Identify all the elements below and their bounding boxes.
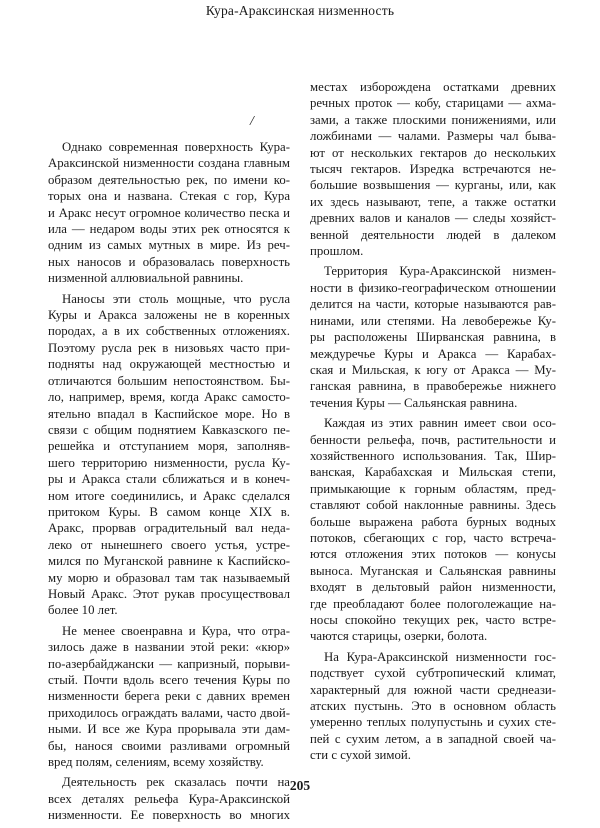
text-line: породах, а в их собственных отложениях.: [48, 324, 290, 339]
text-line: низменности. Ее поверхность во многих: [48, 808, 290, 823]
text-line: потоков, сбегающих с гор, часто встреча-: [310, 530, 556, 545]
text-line: Территория Кура-Араксинской низмен-: [324, 264, 556, 279]
text-line: Деятельность рек сказалась почти на: [62, 775, 290, 790]
text-line: всех деталях рельефа Кура-Араксинской: [48, 791, 290, 806]
text-line: Новый Аракс. Этот рукав просуществовал: [48, 586, 290, 601]
running-header: Кура-Араксинская низменность: [205, 3, 395, 18]
text-line: и Аракс несут огромное количество песка и: [48, 205, 290, 220]
text-line: входят в дельтовый район низменности,: [310, 580, 556, 595]
text-line: подняты над окружающей местностью и: [48, 357, 290, 372]
right-column: [310, 79, 556, 768]
paragraph: [310, 79, 556, 259]
text-line: Наносы эти столь мощные, что русла: [62, 291, 290, 306]
text-line: древних валов и каналов — следы хозяйст-: [310, 211, 556, 226]
text-line: тысяч гектаров. Изредка встречаются не-: [310, 162, 556, 177]
text-line: их здесь называют, тепе, а также остатки: [310, 194, 556, 209]
text-line: примыкающие к горным областям, пред-: [310, 481, 556, 496]
text-line: мился по Муганской равнине к Каспийско-: [48, 554, 290, 569]
text-line: зилось даже в названии этой реки: «кюр»: [48, 640, 290, 655]
text-line: низменности берега реки с давних времен: [48, 689, 290, 704]
text-line: ры и Аракса стали сближаться и в конеч-: [48, 472, 290, 487]
text-line: На Кура-Араксинской низменности гос-: [324, 649, 556, 664]
text-line: хозяйственного использования. Так, Шир-: [310, 448, 556, 463]
paragraph: [310, 263, 556, 411]
paragraph: [48, 139, 290, 287]
text-line: Не менее своенравна и Кура, что отра-: [62, 623, 290, 638]
text-line: более 10 лет.: [48, 603, 118, 618]
text-line: ложбинами — чалами. Размеры чал быва-: [310, 129, 556, 144]
text-line: му морю и образовал там так называемый: [48, 570, 290, 585]
text-line: одним из самых мутных в мире. Из реч-: [48, 238, 290, 253]
text-line: ганская равнина, в правобережье нижнего: [310, 379, 556, 394]
paragraph: [48, 291, 290, 619]
text-line: связи с общим поднятием Кавказского пе-: [48, 422, 290, 437]
text-line: подствует сухой субтропический климат,: [310, 666, 556, 681]
text-line: ставляют собой наклонные равнины. Здесь: [310, 498, 556, 513]
text-line: решейка и отступанием моря, заполняв-: [48, 439, 290, 454]
text-line: чаются старицы, озерки, болота.: [310, 629, 488, 644]
text-line: Араксинской низменности создана главным: [48, 156, 290, 171]
text-line: шего территорию низменности, русла Ку-: [48, 455, 290, 470]
stray-mark: /: [250, 114, 254, 129]
text-line: ются отложения этих потоков — конусы: [310, 547, 556, 562]
text-line: леко от нынешнего своего устья, устре-: [48, 537, 290, 552]
text-line: большие возвышения — курганы, или, как: [310, 178, 556, 193]
page-number: 205: [289, 778, 311, 793]
text-line: Аракс, прорвав оградительный вал неда-: [48, 521, 290, 536]
text-line: ская и Мильская, к югу от Аракса — Му-: [310, 362, 556, 377]
text-line: течения Куры — Сальянская равнина.: [310, 395, 518, 410]
text-line: прошлом.: [310, 244, 364, 259]
text-line: вред полям, селениям, всему хозяйству.: [48, 755, 264, 770]
text-line: Каждая из этих равнин имеет свои осо-: [324, 416, 556, 431]
text-line: больше выражена работа бурных водных: [310, 514, 556, 529]
text-line: ных наносов и образовалась поверхность: [48, 254, 290, 269]
text-line: нинами, или степями. На левобережье Ку-: [310, 313, 556, 328]
text-line: приходилось ограждать валами, часто двой-: [48, 705, 290, 720]
text-line: зами, а также плоскими понижениями, или: [310, 112, 556, 127]
text-line: пей с сухим летом, а в западной своей ча-: [310, 731, 556, 746]
text-line: бы, нанося своими разливами огромный: [48, 738, 290, 753]
text-line: умеренно теплых полупустынь и сухих сте-: [310, 715, 556, 730]
text-line: ванская, Карабахская и Мильская степи,: [310, 465, 556, 480]
text-line: местах изборождена остатками древних: [310, 80, 556, 94]
text-line: ными. И все же Кура прорывала эти дам-: [48, 722, 290, 737]
text-line: ло, например, время, когда Аракс самосто-: [48, 390, 290, 405]
paragraph: [310, 649, 556, 764]
text-line: стый. Почти вдоль всего течения Куры по: [48, 673, 290, 687]
text-line: притоком Куры. В самом конце XIX в.: [48, 504, 290, 519]
text-line: выноса. Муганская и Сальянская равнины: [310, 563, 556, 578]
text-line: носы спокойно текущих рек, часто встре-: [310, 613, 556, 627]
text-line: по-азербайджански — капризный, порыви-: [48, 656, 290, 671]
text-line: делится на части, которые называются рав-: [310, 297, 556, 312]
text-line: характерный для южной части среднеази-: [310, 682, 556, 697]
text-line: венной деятельности людей в далеком: [310, 227, 556, 242]
paragraph: [48, 623, 290, 771]
text-line: бенности рельефа, почв, растительности и: [310, 432, 556, 447]
text-line: низменной аллювиальной равнины.: [48, 271, 244, 286]
text-line: междуречье Куры и Аракса — Карабах-: [310, 346, 556, 361]
text-line: ры расположены Ширванская равнина, в: [310, 330, 556, 345]
left-column: [48, 139, 290, 828]
text-line: торых она и названа. Стекая с гор, Кура: [48, 189, 290, 204]
text-line: где преобладают более пологолежащие на-: [310, 596, 556, 611]
text-line: Однако современная поверхность Кура-: [62, 140, 290, 154]
text-line: атских пустынь. Это в основном область: [310, 699, 556, 714]
text-line: ют от нескольких гектаров до нескольких: [310, 145, 556, 160]
text-line: ила — недаром воды этих рек относятся к: [48, 222, 290, 237]
text-line: образом деятельностью рек, по имени ко-: [48, 172, 290, 187]
text-line: ности в физико-географическом отношении: [310, 280, 556, 295]
text-line: ном итоге соединились, и Аракс сделался: [48, 488, 290, 503]
text-line: отличаются большим непостоянством. Бы-: [48, 373, 290, 388]
text-line: Поэтому русла рек в низовьях часто при-: [48, 340, 290, 355]
paragraph: [310, 415, 556, 645]
text-line: сти с сухой зимой.: [310, 748, 411, 763]
text-line: ятельно впадал в Каспийское море. Но в: [48, 406, 290, 421]
text-line: Куры и Аракса заложены не в коренных: [48, 308, 290, 323]
text-line: речных проток — кобу, старицами — ахма-: [310, 96, 556, 111]
